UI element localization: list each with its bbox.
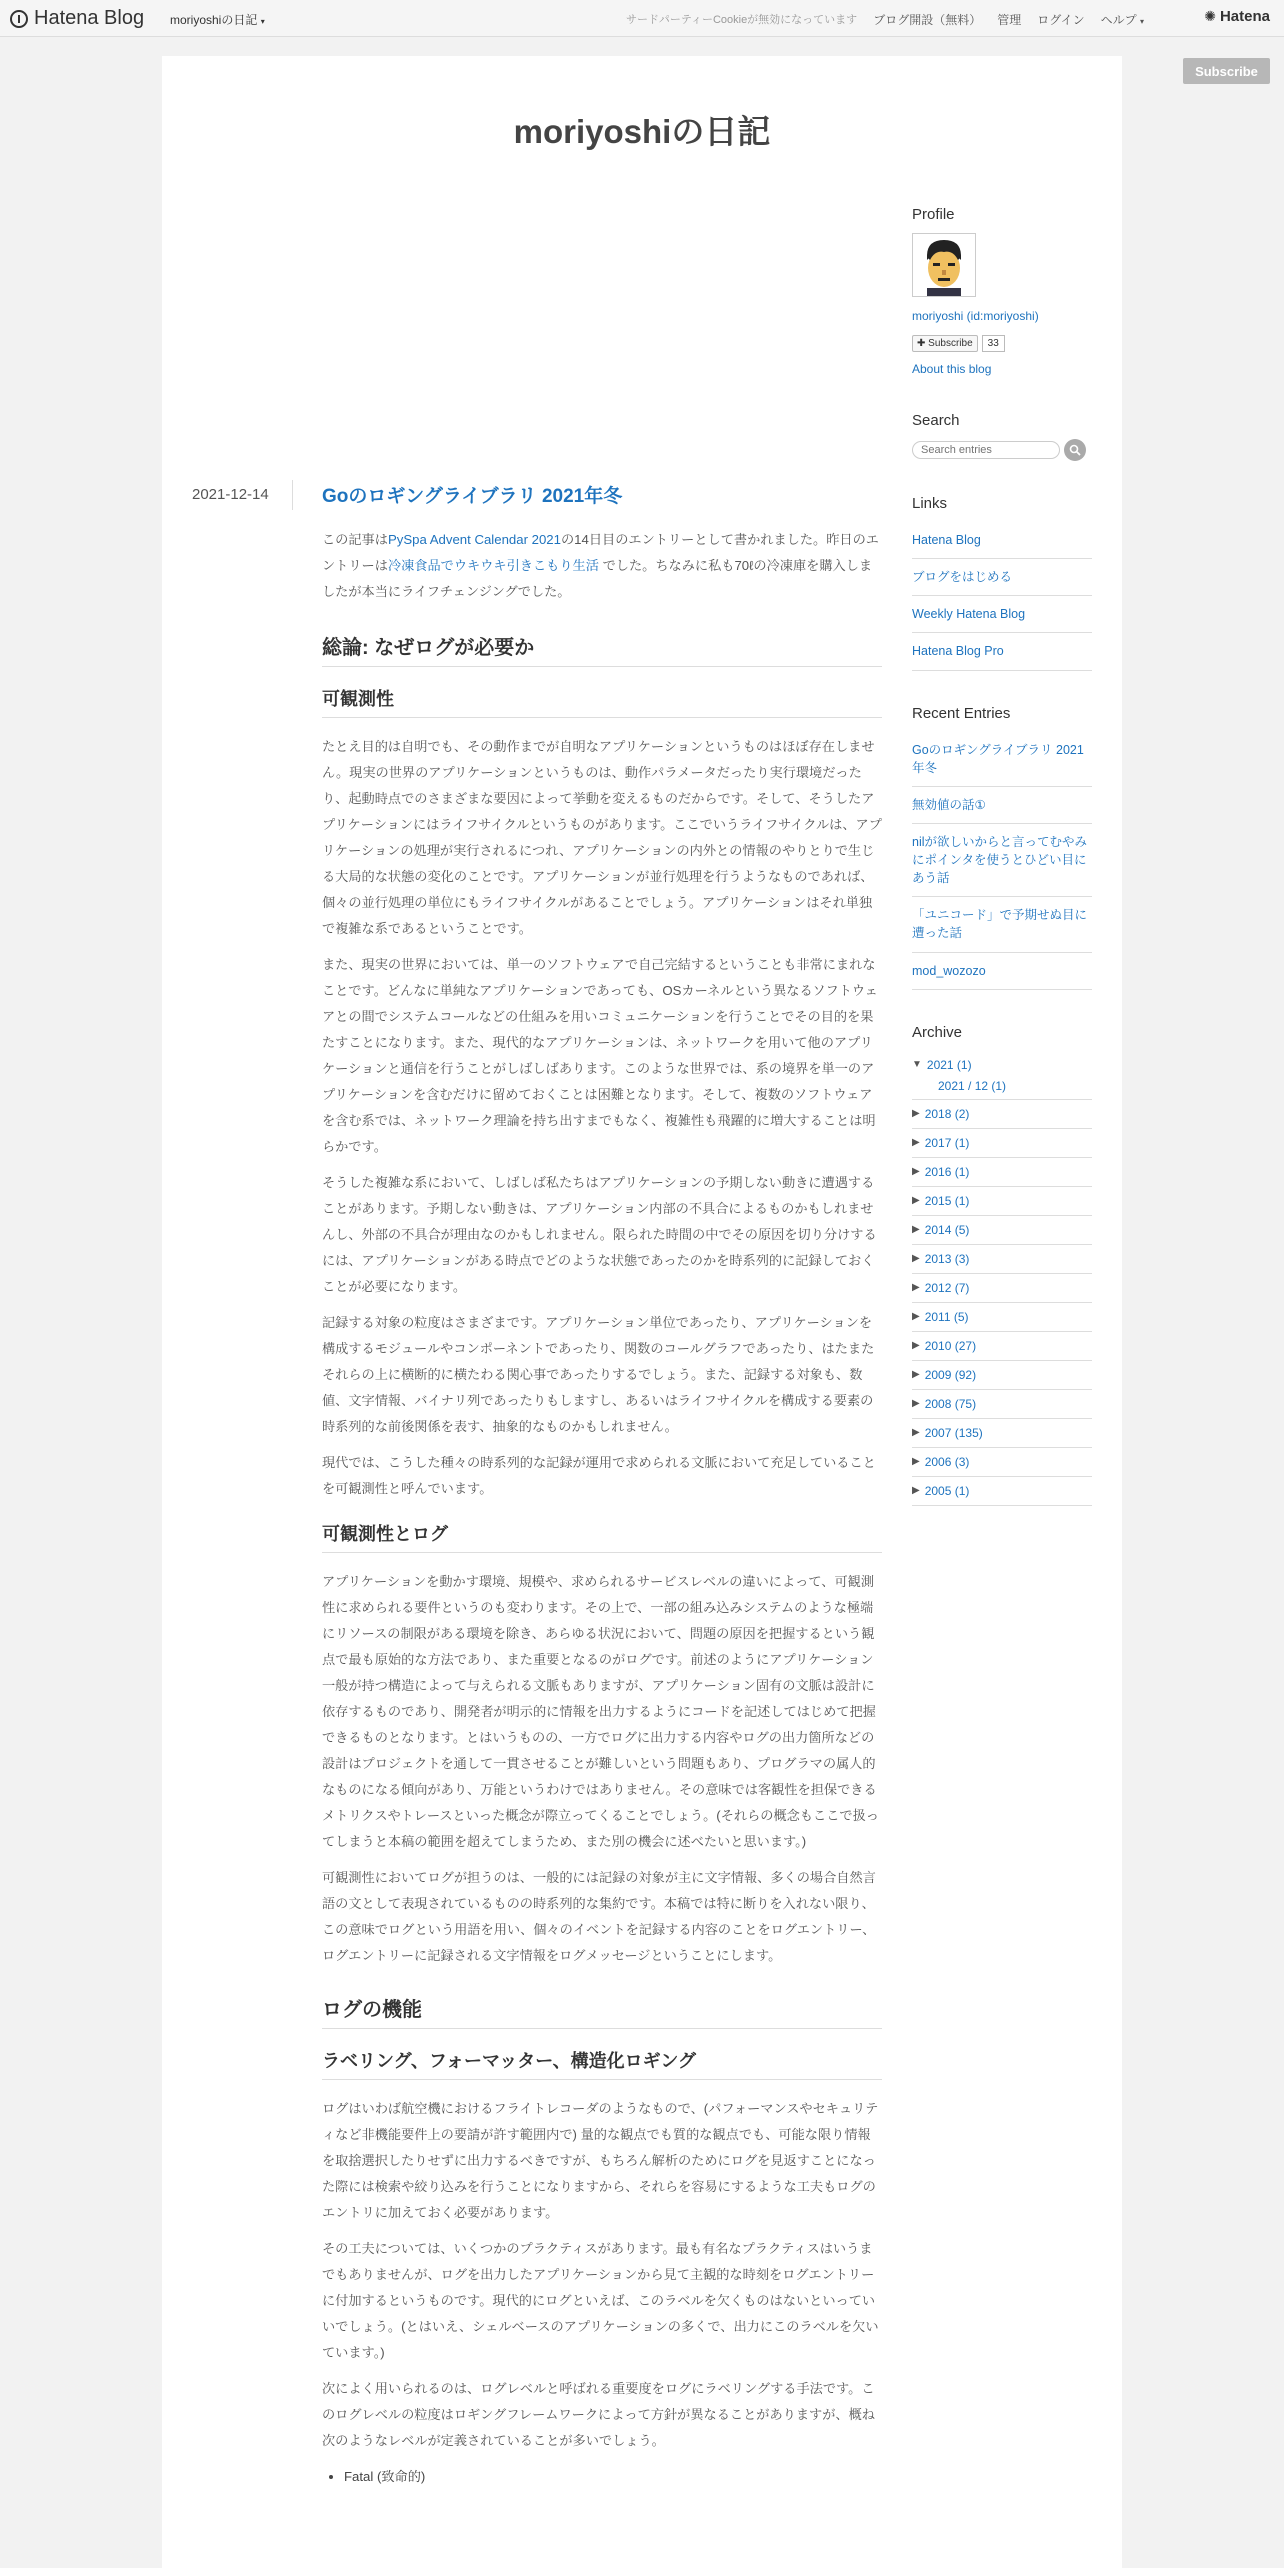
- archive-year-label[interactable]: 2015 (1): [924, 1193, 970, 1208]
- archive-year-label[interactable]: 2008 (75): [924, 1396, 977, 1411]
- archive-year-label[interactable]: 2007 (135): [924, 1425, 983, 1440]
- subscribe-button[interactable]: Subscribe: [1183, 58, 1270, 84]
- archive-year-label[interactable]: 2006 (3): [924, 1454, 970, 1469]
- search-button[interactable]: [1064, 439, 1086, 461]
- list-item: • Fatal (致命的): [344, 2464, 882, 2490]
- triangle-right-icon[interactable]: ▶: [912, 1224, 920, 1236]
- archive-year-label[interactable]: 2010 (27): [924, 1338, 977, 1353]
- intro-text-2: の14日目のエントリーとして書かれました。昨日のエントリーは: [322, 531, 879, 573]
- logo-text: Hatena Blog: [34, 7, 145, 29]
- help-label: ヘルプ: [1100, 13, 1137, 27]
- paragraph: 可観測性においてログが担うのは、一般的には記録の対象が主に文字情報、多くの場合自然言語の文として表現されているものの時系列的な集約です。本稿では特に断りを入れない限り、この意味でログという用語を用い、個々のイベントを記録する内容のことをログエントリー、ログエントリーに記録される文字情報をログメッセージということにします。: [322, 1869, 876, 1963]
- blog-title[interactable]: moriyoshiの日記: [513, 113, 771, 150]
- log-level-list: [322, 2464, 882, 2490]
- subscribe-small-button[interactable]: [912, 335, 978, 352]
- cookie-notice: サードパーティーCookieが無効になっています: [626, 14, 858, 26]
- heading-observability: 可観測性: [322, 685, 882, 718]
- recent-title: Recent Entries: [912, 704, 1011, 722]
- date-divider: [292, 480, 293, 510]
- archive-title: Archive: [912, 1023, 963, 1041]
- recent-entry-link[interactable]: 「ユニコード」で予期せぬ目に遭った話: [912, 897, 1092, 952]
- paragraph: また、現実の世界においては、単一のソフトウェアで自己完結するということも非常にまれなことです。どんなに単純なアプリケーションであっても、OSカーネルという異なるソフトウェアとの間でシステムコールなどの仕組みを用いコミュニケーションを行うことでその目的を果たすことになります。また、現代的なアプリケーションは、ネットワークを用いて他のアプリケーションと通信を行うことがしばしばあります。このような世界では、系の境界を単一のアプリケーションを含むだけに留めておくことは困難となります。そして、複数のソフトウェアを含む系では、ネットワーク理論を持ち出すまでもなく、複雑性も飛躍的に増大することは明らかです。: [322, 956, 878, 1154]
- link-item[interactable]: Hatena Blog Pro: [912, 633, 1092, 670]
- help-menu[interactable]: [1101, 11, 1144, 28]
- triangle-right-icon[interactable]: ▶: [912, 1311, 920, 1323]
- triangle-right-icon[interactable]: ▶: [912, 1195, 920, 1207]
- profile-title: Profile: [912, 206, 955, 223]
- archive-year-item[interactable]: [912, 1216, 1092, 1245]
- triangle-right-icon[interactable]: ▶: [912, 1456, 920, 1468]
- archive-year-label[interactable]: 2005 (1): [924, 1483, 970, 1498]
- heading-overview: 総論: なぜログが必要か: [322, 631, 882, 667]
- hatena-label: Hatena: [1219, 8, 1270, 25]
- archive-year-item[interactable]: [912, 1274, 1092, 1303]
- hatena-logo-icon: [10, 10, 28, 28]
- blog-menu-label: moriyoshiの日記: [170, 13, 258, 27]
- links-title: Links: [912, 495, 948, 512]
- blog-container: [162, 56, 1122, 2568]
- sidebar: [912, 206, 1092, 1540]
- archive-year-item[interactable]: [912, 1129, 1092, 1158]
- links-module: [912, 495, 1092, 671]
- caret-down-icon: ▾: [260, 17, 265, 26]
- archive-list: [912, 1051, 1092, 1506]
- recent-entry-link[interactable]: Goのロギングライブラリ 2021年冬: [912, 732, 1092, 787]
- link-item[interactable]: Weekly Hatena Blog: [912, 596, 1092, 633]
- intro-text-3: でした。ちなみに私も70ℓの冷凍庫を購入しましたが本当にライフチェンジングでした。: [322, 557, 873, 599]
- paragraph: 次によく用いられるのは、ログレベルと呼ばれる重要度をログにラベリングする手法です。このログレベルの粒度はロギングフレームワークによって方針が異なることがありますが、概ね次のようなレベルが定義されていることが多いでしょう。: [322, 2380, 875, 2448]
- archive-year-item[interactable]: [912, 1303, 1092, 1332]
- intro-text-1: この記事は: [322, 531, 388, 547]
- archive-year-item[interactable]: [912, 1100, 1092, 1129]
- paragraph: 現代では、こうした種々の時系列的な記録が運用で求められる文脈において充足していることを可観測性と呼んでいます。: [322, 1454, 876, 1496]
- hatena-blog-logo[interactable]: [10, 7, 144, 30]
- previous-entry-link[interactable]: 冷凍食品でウキウキ引きこもり生活: [387, 557, 599, 573]
- triangle-right-icon[interactable]: ▶: [912, 1369, 920, 1381]
- archive-module: [912, 1024, 1092, 1506]
- archive-year-item[interactable]: [912, 1158, 1092, 1187]
- hatena-link[interactable]: [1204, 8, 1270, 25]
- triangle-right-icon[interactable]: ▶: [912, 1340, 920, 1352]
- archive-year-item[interactable]: [912, 1477, 1092, 1506]
- search-input[interactable]: [912, 441, 1060, 459]
- archive-year-label[interactable]: 2009 (92): [924, 1367, 977, 1382]
- paragraph: たとえ目的は自明でも、その動作までが自明なアプリケーションというものはほぼ存在しません。現実の世界のアプリケーションというものは、動作パラメータだったり実行環境だったり、起動時点でのさまざまな要因によって挙動を変えるものだからです。そして、そうしたアプリケーションにはライフサイクルというものがあります。ここでいうライフサイクルは、アプリケーションの処理が実行されるにつれ、アプリケーションの内外との情報のやりとりで生じる大局的な状態の変化のことです。アプリケーションが並行処理を行うようなものであれば、個々の並行処理の単位にもライフサイクルがあることでしょう。アプリケーションはそれ単独で複雑な系であるということです。: [322, 738, 882, 936]
- archive-year-label[interactable]: 2016 (1): [924, 1164, 970, 1179]
- search-title: Search: [912, 412, 960, 429]
- login-link[interactable]: ログイン: [1037, 13, 1085, 27]
- avatar[interactable]: [912, 233, 976, 297]
- profile-name-link[interactable]: moriyoshi (id:moriyoshi): [912, 309, 1039, 323]
- hatena-star-icon: ✺: [1204, 8, 1216, 24]
- recent-entry-link[interactable]: nilが欲しいからと言ってむやみにポインタを使うとひどい目にあう話: [912, 824, 1092, 897]
- entry-title[interactable]: Goのロギングライブラリ 2021年冬: [322, 486, 623, 507]
- profile-module: [912, 206, 1092, 378]
- advent-calendar-link[interactable]: PySpa Advent Calendar 2021: [387, 531, 561, 547]
- archive-year-label[interactable]: 2014 (5): [924, 1222, 970, 1237]
- subscribe-row: [912, 335, 1092, 352]
- archive-year-item[interactable]: [912, 1419, 1092, 1448]
- global-header: [0, 0, 1284, 37]
- link-item[interactable]: Hatena Blog: [912, 522, 1092, 559]
- plus-icon: ✚: [917, 338, 926, 349]
- subscribe-small-label: Subscribe: [928, 338, 973, 349]
- paragraph: ログはいわば航空機におけるフライトレコーダのようなもので、(パフォーマンスやセキュリティなど非機能要件上の要請が許す範囲内で) 量的な観点でも質的な観点でも、可能な限り情報を取捨選択したりせずに出力するべきですが、もちろん解析のためにログを見返すことになった際には検索や絞り込みを行うことになりますから、それらを容易にするような工夫もログのエントリに加えておく必要があります。: [322, 2100, 879, 2220]
- triangle-right-icon[interactable]: ▶: [912, 1253, 920, 1265]
- heading-observability-and-log: 可観測性とログ: [322, 1520, 882, 1553]
- archive-year-label[interactable]: 2018 (2): [924, 1106, 970, 1121]
- triangle-right-icon[interactable]: ▶: [912, 1166, 920, 1178]
- archive-year-label[interactable]: 2013 (3): [924, 1251, 970, 1266]
- archive-year-label[interactable]: 2021 (1): [926, 1057, 972, 1072]
- link-item[interactable]: ブログをはじめる: [912, 559, 1092, 596]
- search-icon: [1069, 444, 1081, 456]
- subscriber-count: 33: [982, 335, 1005, 352]
- avatar-face-icon: [913, 234, 975, 296]
- heading-log-functions: ログの機能: [322, 1993, 882, 2029]
- search-module: [912, 412, 1092, 461]
- paragraph: その工夫については、いくつかのプラクティスがあります。最も有名なプラクティスはいうまでもありませんが、ログを出力したアプリケーションから見て主観的な時刻をログエントリーに付加するというものです。現代的にログといえば、このラベルを欠くものはないといっていいでしょう。(とはいえ、シェルベースのアプリケーションの多くで、出力にこのラベルを欠いています。): [322, 2240, 879, 2360]
- archive-year-item[interactable]: [912, 1245, 1092, 1274]
- triangle-right-icon[interactable]: ▶: [912, 1398, 920, 1410]
- admin-link[interactable]: 管理: [997, 13, 1022, 27]
- archive-year-item[interactable]: [912, 1051, 1092, 1079]
- heading-labeling: ラベリング、フォーマッター、構造化ロギング: [322, 2047, 882, 2080]
- recent-entry-link[interactable]: mod_wozozo: [912, 953, 1092, 990]
- archive-year-label[interactable]: 2011 (5): [924, 1309, 969, 1324]
- archive-year-item[interactable]: [912, 1448, 1092, 1477]
- paragraph: 記録する対象の粒度はさまざまです。アプリケーション単位であったり、アプリケーションを構成するモジュールやコンポーネントであったり、関数のコールグラフであったり、はたまたそれらの上に横断的に横たわる関心事であったりするでしょう。また、記録する対象も、数値、文字情報、バイナリ列であったりもしますし、あるいはライフサイクルを構成する要素の時系列的な前後関係を表す、抽象的なものかもしれません。: [322, 1314, 875, 1434]
- paragraph: そうした複雑な系において、しばしば私たちはアプリケーションの予期しない動きに遭遇することがあります。予期しない動きは、アプリケーション内部の不具合によるものかもしれませんし、外部の不具合が理由なのかもしれません。限られた時間の中でその原因を切り分けするには、アプリケーションがある時点でどのような状態であったのかを時系列的に記録しておくことが必要になります。: [322, 1174, 877, 1294]
- archive-year-item[interactable]: [912, 1187, 1092, 1216]
- start-blog-link[interactable]: ブログ開設（無料）: [873, 13, 982, 27]
- triangle-right-icon[interactable]: ▶: [912, 1137, 920, 1149]
- archive-year-label[interactable]: 2012 (7): [924, 1280, 970, 1295]
- archive-month-link[interactable]: 2021 / 12 (1): [912, 1079, 1092, 1100]
- triangle-right-icon[interactable]: ▶: [912, 1282, 920, 1294]
- entry-body: [322, 484, 882, 2490]
- triangle-right-icon[interactable]: ▶: [912, 1485, 920, 1497]
- about-link[interactable]: About this blog: [912, 362, 992, 376]
- archive-year-item[interactable]: [912, 1390, 1092, 1419]
- entry-date[interactable]: 2021-12-14: [192, 486, 269, 503]
- paragraph: アプリケーションを動かす環境、規模や、求められるサービスレベルの違いによって、可観測性に求められる要件というのも変わります。その上で、一部の組み込みシステムのような極端にリソースの制限がある環境を除き、あらゆる状況において、問題の原因を把握するという観点で最も原始的な方法であり、また重要となるのがログです。前述のようにアプリケーション一般が持つ構造によって与えられる文脈もありますが、アプリケーション固有の文脈は設計に依存するものであり、開発者が明示的に情報を出力するようにコードを記述してはじめて把握できるものとなります。とはいうものの、一方でログに出力する内容やログの出力箇所などの設計はプロジェクトを通して一貫させることが難しいという問題もあり、プログラマの属人的なものになる傾向があり、万能というわけではありません。その意味では客観性を担保できるメトリクスやトレースといった概念が際立ってくることでしょう。(それらの概念もここで扱ってしまうと本稿の範囲を超えてしまうため、また別の機会に述べたいと思います。): [322, 1573, 879, 1849]
- blog-menu-button[interactable]: [170, 11, 265, 28]
- archive-year-item[interactable]: [912, 1332, 1092, 1361]
- recent-entries-module: [912, 705, 1092, 990]
- archive-year-label[interactable]: 2017 (1): [924, 1135, 970, 1150]
- header-nav: [626, 11, 1144, 28]
- triangle-right-icon[interactable]: ▶: [912, 1427, 920, 1439]
- archive-year-item[interactable]: [912, 1361, 1092, 1390]
- triangle-down-icon[interactable]: ▼: [912, 1059, 922, 1071]
- recent-entry-link[interactable]: 無効値の話①: [912, 787, 1092, 824]
- entry-intro: [322, 527, 882, 605]
- caret-down-icon: ▾: [1139, 17, 1144, 26]
- triangle-right-icon[interactable]: ▶: [912, 1108, 920, 1120]
